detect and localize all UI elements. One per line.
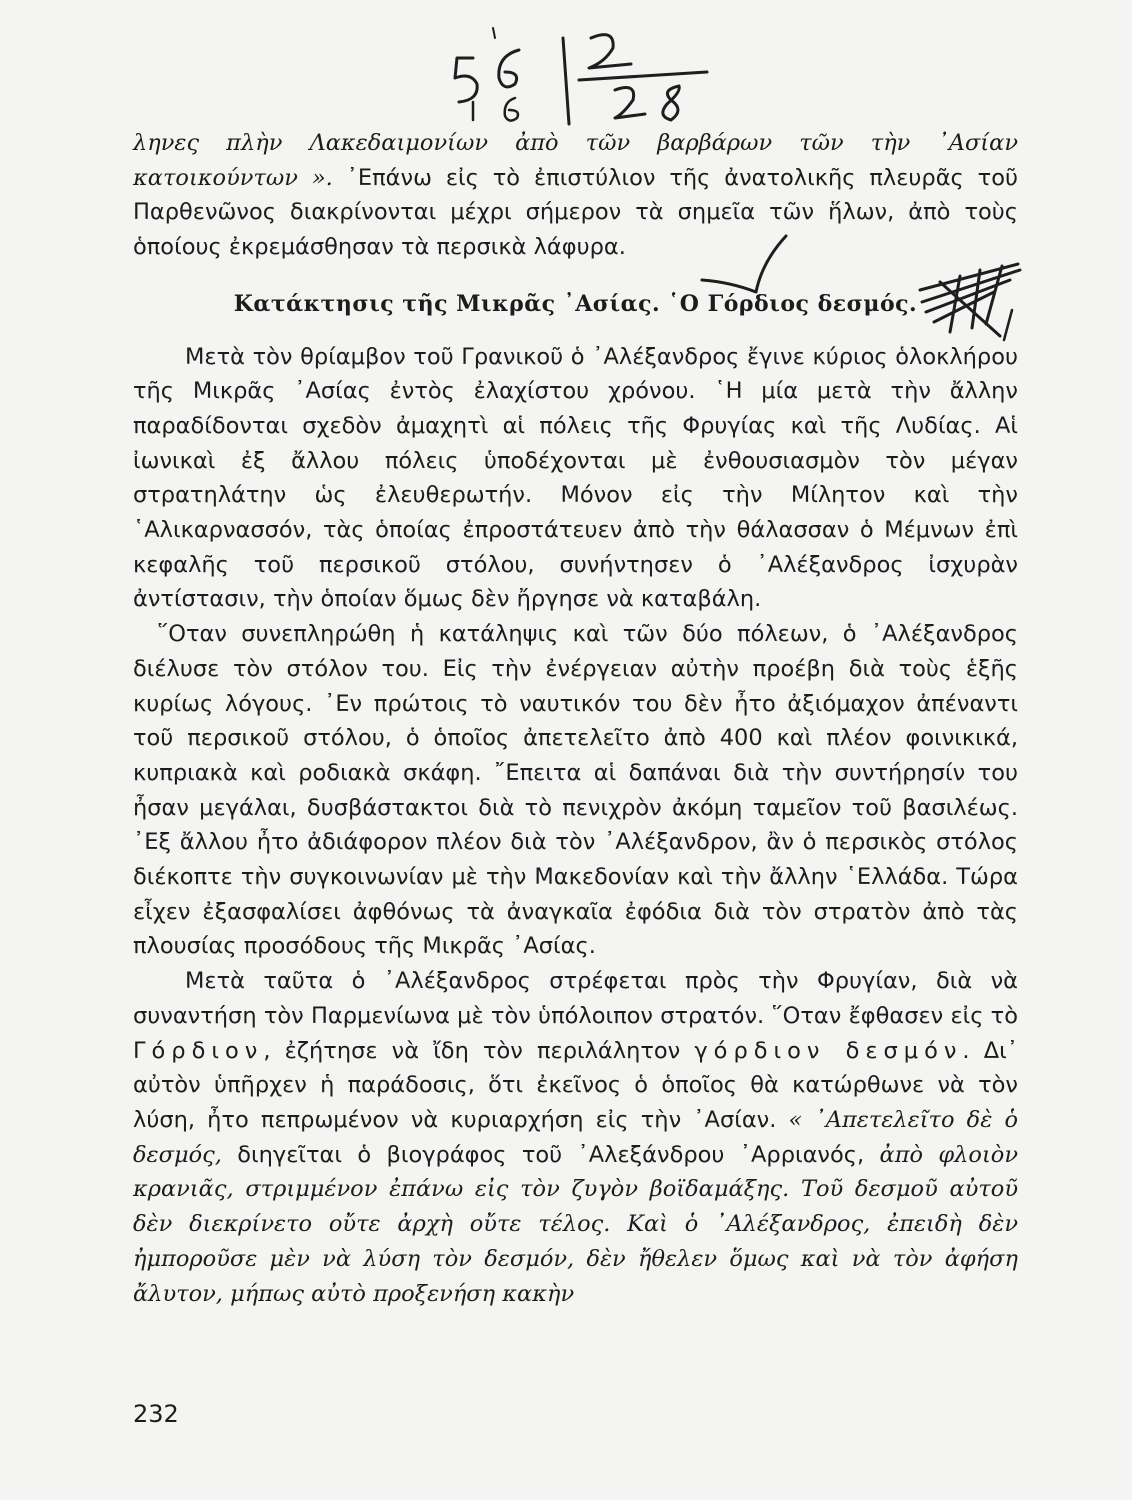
main-text <box>133 126 1018 1311</box>
gordian-text-a: Μετὰ ταῦτα ὁ ᾿Αλέξανδρος στρέφεται πρὸς τὴν Φρυγίαν, διὰ νὰ συναντήση τὸν Παρμενίωνα μὲ τὸν ὑπόλοιπον στρατόν. ῞Οταν ἔφθασεν εἰς τὸ <box>133 968 1018 1029</box>
handwritten-notation <box>445 20 715 130</box>
gordian-text-b: , ἐζήτησε νὰ ἴδη τὸν περιλάλητον <box>263 1037 695 1064</box>
intro-paragraph-text: ᾿Επάνω εἰς τὸ ἐπιστύλιον τῆς ἀνατολικῆς πλευρᾶς τοῦ Παρθενῶνος διακρίνονται μέχρι σήμερον τὰ σημεῖα τῶν ἥλων, ἀπὸ τοὺς ὁποίους ἐκρεμάσθησαν τὰ περσικὰ λάφυρα. <box>133 164 1019 261</box>
gordian-text-c: . Δι᾿ αὐτὸν ὑπῆρχεν ἡ παράδοσις, ὅτι ἐκεῖνος ὁ ὁποῖος θὰ κατώρθωνε νὰ τὸν λύση, ἦτο πεπρωμένον νὰ κυριαρχήση εἰς τὴν ᾿Ασίαν. <box>133 1037 1018 1133</box>
gordian-text-d: διηγεῖται ὁ βιογράφος τοῦ ᾿Αλεξάνδρου ᾿Αρριανός, <box>221 1141 880 1168</box>
intro-quote-italic: ληνες πλὴν Λακεδαιμονίων ἀπὸ τῶν βαρβάρων τῶν τὴν ᾿Ασίαν κατοικούντων ». <box>133 130 1018 191</box>
handwritten-notation-drawing <box>445 20 715 130</box>
section-heading: Κατάκτησις τῆς Μικρᾶς ᾿Ασίας. ῾Ο Γόρδιος δεσμός. <box>233 290 918 317</box>
gordian-knot-spaced: γόρδιον δεσμόν <box>694 1037 963 1064</box>
gordion-spaced: Γόρδιον <box>133 1037 264 1064</box>
paragraph-fleet: ῞Οταν συνεπληρώθη ἡ κατάληψις καὶ τῶν δύο πόλεων, ὁ ᾿Αλέξανδρος διέλυσε τὸν στόλον του. Εἰς τὴν ἐνέργειαν αὐτὴν προέβη διὰ τοὺς ἑξῆς κυρίως λόγους. ᾿Εν πρώτοις τὸ ναυτικόν του δὲν ἦτο ἀξιόμαχον ἀπέναντι τοῦ περσικοῦ στόλου, ὁ ὁποῖος ἀπετελεῖτο ἀπὸ 400 καὶ πλέον φοινικικά, κυπριακὰ καὶ ροδιακὰ σκάφη. ῎Επειτα αἱ δαπάναι διὰ τὴν συντήρησίν του ἦσαν μεγάλαι, δυσβάστακτοι διὰ τὸ πενιχρὸν ἀκόμη ταμεῖον τοῦ βασιλέως. ᾿Εξ ἄλλου ἦτο ἀδιάφορον πλέον διὰ τὸν ᾿Αλέξανδρον, ἂν ὁ περσικὸς στόλος διέκοπτε τὴν συγκοινωνίαν μὲ τὴν Μακεδονίαν καὶ τὴν ἄλλην ῾Ελλάδα. Τώρα εἶχεν ἐξασφαλίσει ἀφθόνως τὰ ἀναγκαῖα ἐφόδια διὰ τὸν στρατὸν ἀπὸ τὰς πλουσίας προσόδους τῆς Μικρᾶς ᾿Ασίας. <box>133 621 1018 960</box>
paragraph-conquest: Μετὰ τὸν θρίαμβον τοῦ Γρανικοῦ ὁ ᾿Αλέξανδρος ἔγινε κύριος ὁλοκλήρου τῆς Μικρᾶς ᾿Ασίας ἐντὸς ἐλαχίστου χρόνου. ῾Η μία μετὰ τὴν ἄλλην παραδίδονται σχεδὸν ἀμαχητὶ αἱ πόλεις τῆς Φρυγίας καὶ τῆς Λυδίας. Αἱ ἰωνικαὶ ἐξ ἄλλου πόλεις ὑποδέχονται μὲ ἐνθουσιασμὸν τὸν μέγαν στρατηλάτην ὡς ἐλευθερωτήν. Μόνον εἰς τὴν Μίλητον καὶ τὴν ῾Αλικαρνασσόν, τὰς ὁποίας ἐπροστάτευεν ἀπὸ τὴν θάλασσαν ὁ Μέμνων ἐπὶ κεφαλῆς τοῦ περσικοῦ στόλου, συνήντησεν ὁ ᾿Αλέξανδρος ἰσχυρὰν ἀντίστασιν, τὴν ὁποίαν ὅμως δὲν ἤργησε νὰ καταβάλη. <box>133 343 1018 613</box>
page-number: 232 <box>133 1400 179 1428</box>
arrian-quote-body: ἀπὸ φλοιὸν κρανιᾶς, στριμμένον ἐπάνω εἰς τὸν ζυγὸν βοϊδαμάξης. Τοῦ δεσμοῦ αὐτοῦ δὲν διεκρίνετο οὔτε ἀρχὴ οὔτε τέλος. Καὶ ὁ ᾿Αλέξανδρος, ἐπειδὴ δὲν ἠμποροῦσε μὲν νὰ λύση τὸν δεσμόν, δὲν ἤθελεν ὅμως καὶ νὰ τὸν ἀφήση ἄλυτον, μήπως αὐτὸ προξενήση κακὴν <box>133 1141 1018 1307</box>
arrian-quote-intro: « ᾿Απετελεῖτο δὲ ὁ δεσμός, <box>133 1106 1019 1168</box>
paragraph-gordian-knot <box>133 964 1018 1311</box>
intro-paragraph <box>133 126 1018 265</box>
